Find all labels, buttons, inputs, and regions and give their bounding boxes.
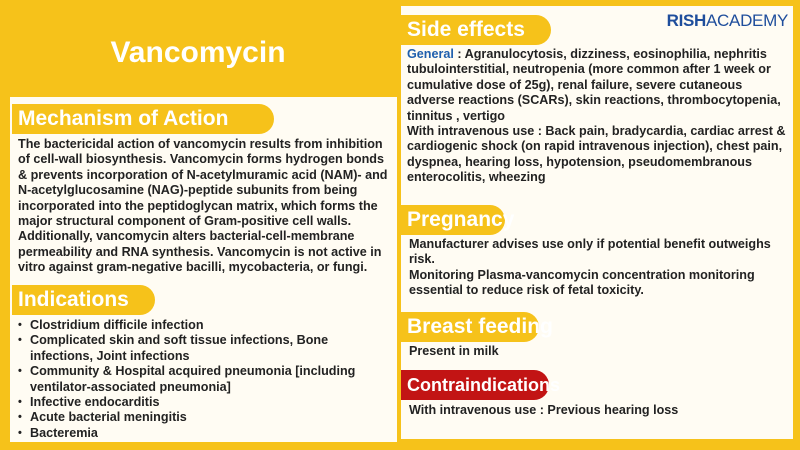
side-effects-text — [407, 47, 791, 186]
side-effects-general — [407, 47, 791, 124]
pregnancy-line1: Manufacturer advises use only if potential benefit outweighs risk. — [409, 237, 771, 267]
list-item: • Clostridium difficile infection — [16, 318, 388, 333]
list-item: • Infective endocarditis — [16, 395, 388, 410]
list-item: • Acute bacterial meningitis — [16, 410, 388, 425]
list-item: • Community & Hospital acquired pneumonia [including ventilator-associated pneumonia] — [16, 364, 388, 395]
page-title: Vancomycin — [110, 36, 286, 69]
pregnancy-line2: Monitoring Plasma-vancomycin concentration monitoring essential to reduce risk of fetal toxicity. — [409, 267, 755, 298]
breast-feeding-text: Present in milk — [409, 344, 499, 358]
brand-logo — [667, 11, 788, 31]
indications-list — [16, 318, 388, 441]
pregnancy-text — [409, 237, 781, 299]
mechanism-text: The bactericidal action of vancomycin results from inhibition of cell-wall biosynthesis. Vancomycin forms hydrogen bonds & prevents incorporation of N-acetylmuramic acid (NAM)- and N-acetylglucosamine (NAG)-peptide subunits from being incorporated into the peptidoglycan matrix, which forms the major structural component of Gram-positive cell walls. Additionally, vancomycin alters bacterial-cell-membrane permeability and RNA synthesis. Vancomycin is not active in vitro against gram-negative bacilli, mycobacteria, or fungi. — [18, 137, 388, 275]
indications-heading: Indications — [12, 285, 155, 315]
mechanism-heading: Mechanism of Action — [12, 104, 274, 134]
general-label: General — [407, 47, 454, 61]
pregnancy-heading: Pregnancy — [401, 205, 505, 235]
general-text: : Agranulocytosis, dizziness, eosinophilia, nephritis tubulointerstitial, neutropenia (more common after 1 week or cumulative dose of 25g), renal failure, severe cutaneous adverse reactions (SCARs), skin reactions, thrombocytopenia, tinnitus , vertigo — [407, 47, 781, 123]
breast-feeding-heading: Breast feeding — [401, 312, 539, 342]
contraindications-heading: Contraindications — [401, 370, 549, 400]
brand-part1: RISH — [666, 11, 707, 30]
list-item: • Complicated skin and soft tissue infections, Bone infections, Joint infections — [16, 333, 388, 364]
side-effects-iv: With intravenous use : Back pain, bradycardia, cardiac arrest & cardiogenic shock (on rapid intravenous injection), chest pain, dyspnea, hearing loss, hypotension, pseudomembranous enterocolitis, wheezing — [407, 124, 786, 185]
side-effects-heading: Side effects — [401, 15, 551, 45]
list-item: • Bacteremia — [16, 426, 388, 441]
contraindications-text: With intravenous use : Previous hearing loss — [409, 403, 679, 417]
brand-part2: ACADEMY — [706, 11, 788, 30]
